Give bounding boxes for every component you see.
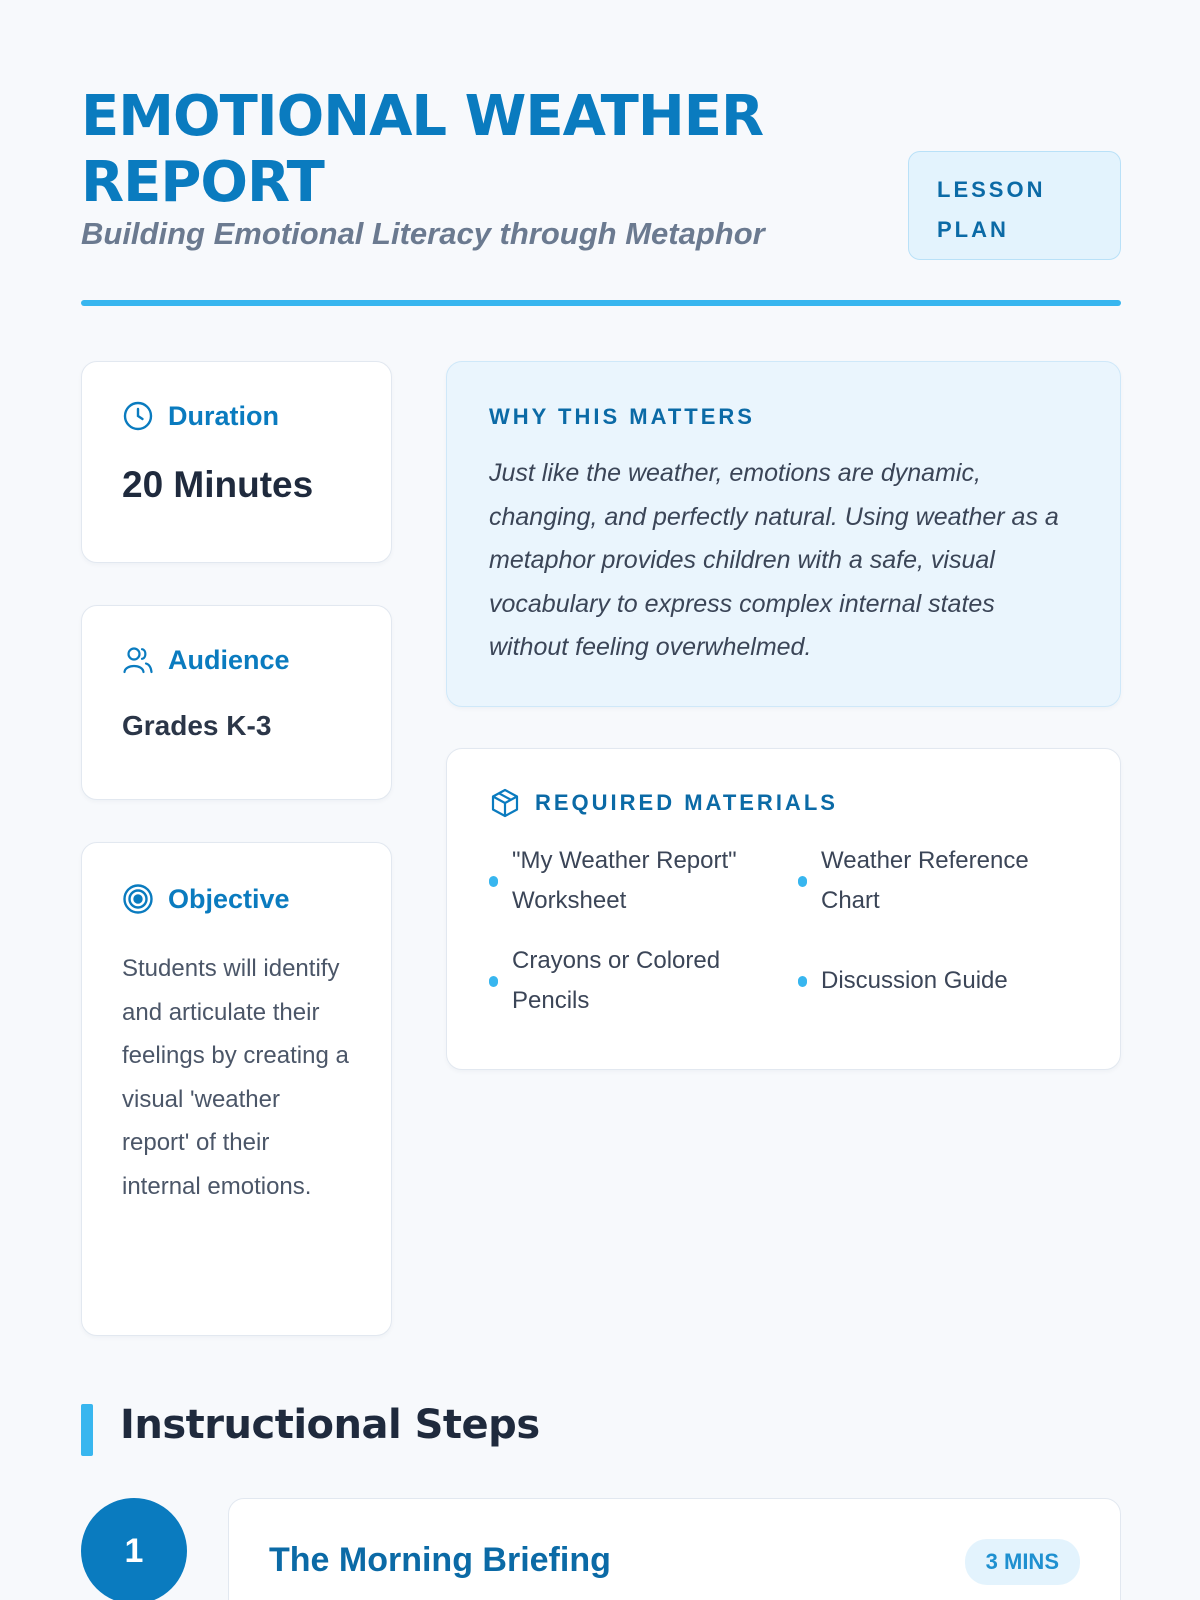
users-icon bbox=[122, 644, 154, 676]
materials-list bbox=[489, 841, 1078, 1021]
materials-header bbox=[489, 787, 1078, 819]
list-item bbox=[489, 841, 798, 921]
why-this-matters-text: Just like the weather, emotions are dynamic, changing, and perfectly natural. Using weather as a metaphor provides children with a safe, visual vocabulary to express complex internal states without feeling overwhelmed. bbox=[489, 459, 1059, 661]
page-title: EMOTIONAL WEATHER REPORT bbox=[81, 84, 764, 215]
why-this-matters-card bbox=[446, 361, 1121, 707]
bullet-icon bbox=[798, 976, 807, 987]
objective-card bbox=[81, 842, 392, 1336]
material-text: Discussion Guide bbox=[821, 967, 1008, 994]
lesson-plan-badge: LESSON PLAN bbox=[908, 151, 1121, 260]
list-item bbox=[489, 941, 798, 1021]
material-text: Weather Reference Chart bbox=[821, 847, 1029, 914]
why-this-matters-label: WHY THIS MATTERS bbox=[489, 404, 755, 429]
bullet-icon bbox=[489, 876, 498, 887]
duration-value: 20 Minutes bbox=[122, 464, 314, 505]
objective-header bbox=[122, 883, 351, 915]
duration-header bbox=[122, 400, 351, 432]
section-accent-bar bbox=[81, 1404, 93, 1456]
audience-value: Grades K-3 bbox=[122, 710, 272, 741]
material-text: "My Weather Report" Worksheet bbox=[512, 847, 737, 914]
audience-header bbox=[122, 644, 351, 676]
target-icon bbox=[122, 883, 154, 915]
objective-text: Students will identify and articulate their feelings by creating a visual 'weather report' of their internal emotions. bbox=[122, 955, 349, 1200]
duration-label: Duration bbox=[168, 400, 279, 431]
objective-label: Objective bbox=[168, 883, 290, 914]
bullet-icon bbox=[489, 976, 498, 987]
list-item bbox=[798, 841, 1078, 921]
materials-card bbox=[446, 748, 1121, 1070]
steps-heading: Instructional Steps bbox=[120, 1402, 540, 1448]
step-card bbox=[228, 1498, 1121, 1600]
material-text: Crayons or Colored Pencils bbox=[512, 947, 721, 1014]
materials-label: REQUIRED MATERIALS bbox=[535, 790, 838, 815]
audience-label: Audience bbox=[168, 644, 290, 675]
step-duration-badge: 3 MINS bbox=[965, 1539, 1080, 1585]
step-number-badge: 1 bbox=[81, 1498, 187, 1600]
box-icon bbox=[489, 787, 521, 819]
page-subtitle: Building Emotional Literacy through Metaphor bbox=[81, 216, 765, 251]
step-title: The Morning Briefing bbox=[269, 1541, 611, 1579]
header-divider bbox=[81, 300, 1121, 306]
bullet-icon bbox=[798, 876, 807, 887]
audience-card bbox=[81, 605, 392, 800]
clock-icon bbox=[122, 400, 154, 432]
list-item bbox=[798, 941, 1078, 1021]
duration-card bbox=[81, 361, 392, 563]
